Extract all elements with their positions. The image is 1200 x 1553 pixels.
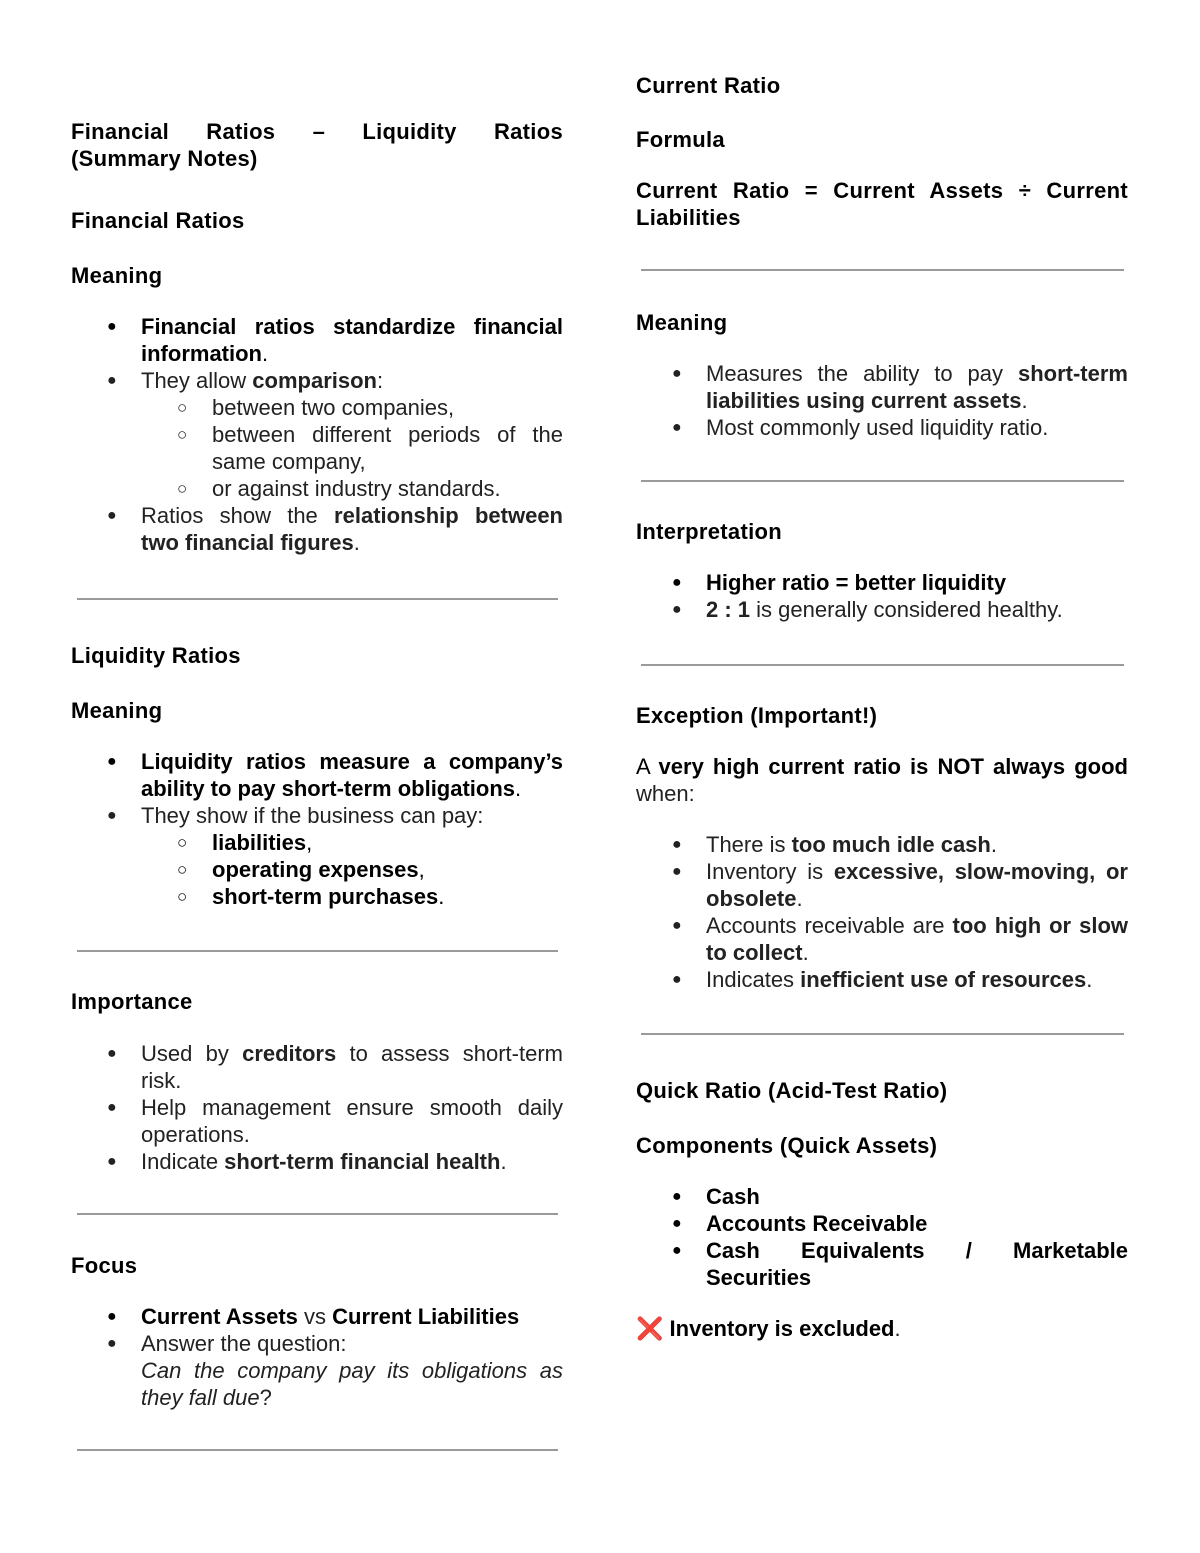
list-item: ● Ratios show the relationship between two financial figures.: [71, 502, 563, 556]
sub-list-item: ○ short-term purchases.: [71, 883, 563, 910]
list-item: ● Liquidity ratios measure a company’s ability to pay short-term obligations.: [71, 748, 563, 802]
section-divider: [77, 1449, 558, 1451]
section-divider: [641, 1033, 1124, 1035]
list-item: ● Measures the ability to pay short-term liabilities using current assets.: [636, 360, 1128, 414]
list-item: ● Accounts receivable are too high or slow to collect.: [636, 912, 1128, 966]
list-item: ● Inventory is excessive, slow-moving, or obsolete.: [636, 858, 1128, 912]
focus-list: [71, 1303, 563, 1411]
list-item: ● Indicates inefficient use of resources.: [636, 966, 1128, 993]
focus-heading: Focus: [71, 1253, 138, 1278]
quick-assets-list: [636, 1183, 1128, 1291]
financial-ratios-heading: Financial Ratios: [71, 208, 245, 233]
section-divider: [77, 1213, 558, 1215]
liquidity-ratios-heading: Liquidity Ratios: [71, 643, 241, 668]
list-item: ● They allow comparison:: [71, 367, 563, 394]
interpretation-heading: Interpretation: [636, 519, 782, 544]
exception-intro: A very high current ratio is NOT always good when:: [636, 754, 1128, 806]
list-item: ● They show if the business can pay:: [71, 802, 563, 829]
quick-assets-heading: Components (Quick Assets): [636, 1133, 938, 1158]
list-item: ● There is too much idle cash.: [636, 831, 1128, 858]
cross-mark-icon: ❌: [636, 1316, 664, 1341]
current-ratio-meaning-list: [636, 360, 1128, 441]
exception-heading: Exception (Important!): [636, 703, 878, 728]
list-item: ● Used by creditors to assess short-term risk.: [71, 1040, 563, 1094]
financial-ratios-list: [71, 313, 563, 556]
section-divider: [77, 598, 558, 600]
interpretation-list: [636, 569, 1128, 623]
liquidity-ratios-list: [71, 748, 563, 910]
sub-list-item: ○ or against industry standards.: [71, 475, 563, 502]
formula-heading: Formula: [636, 127, 725, 152]
liquidity-ratios-meaning-heading: Meaning: [71, 698, 163, 723]
sub-list-item: ○ between two companies,: [71, 394, 563, 421]
list-item: ● Cash: [636, 1183, 1128, 1210]
list-item: ● Most commonly used liquidity ratio.: [636, 414, 1128, 441]
section-divider: [641, 480, 1124, 482]
exception-list: [636, 831, 1128, 993]
current-ratio-formula: Current Ratio = Current Assets ÷ Current Liabilities: [636, 178, 1128, 230]
sub-list-item: ○ liabilities,: [71, 829, 563, 856]
list-item: ● Higher ratio = better liquidity: [636, 569, 1128, 596]
section-divider: [641, 664, 1124, 666]
current-ratio-heading: Current Ratio: [636, 73, 781, 98]
inventory-excluded-note: ❌ Inventory is excluded.: [636, 1316, 901, 1341]
list-item: ● Financial ratios standardize financial information.: [71, 313, 563, 367]
section-divider: [641, 269, 1124, 271]
list-item: ● Current Assets vs Current Liabilities: [71, 1303, 563, 1330]
page-title: Financial Ratios – Liquidity Ratios: [71, 119, 563, 144]
page-subtitle: (Summary Notes): [71, 146, 258, 171]
list-item: ● Cash Equivalents / Marketable Securities: [636, 1237, 1128, 1291]
sub-list-item: ○ operating expenses,: [71, 856, 563, 883]
list-item: ● Indicate short-term financial health.: [71, 1148, 563, 1175]
current-ratio-meaning-heading: Meaning: [636, 310, 728, 335]
importance-heading: Importance: [71, 989, 193, 1014]
section-divider: [77, 950, 558, 952]
list-item: ● Answer the question: Can the company pay its obligations as they fall due?: [71, 1330, 563, 1411]
financial-ratios-meaning-heading: Meaning: [71, 263, 163, 288]
list-item: ● 2 : 1 is generally considered healthy.: [636, 596, 1128, 623]
list-item: ● Help management ensure smooth daily operations.: [71, 1094, 563, 1148]
list-item: ● Accounts Receivable: [636, 1210, 1128, 1237]
sub-list-item: ○ between different periods of the same company,: [71, 421, 563, 475]
importance-list: [71, 1040, 563, 1175]
quick-ratio-heading: Quick Ratio (Acid-Test Ratio): [636, 1078, 948, 1103]
